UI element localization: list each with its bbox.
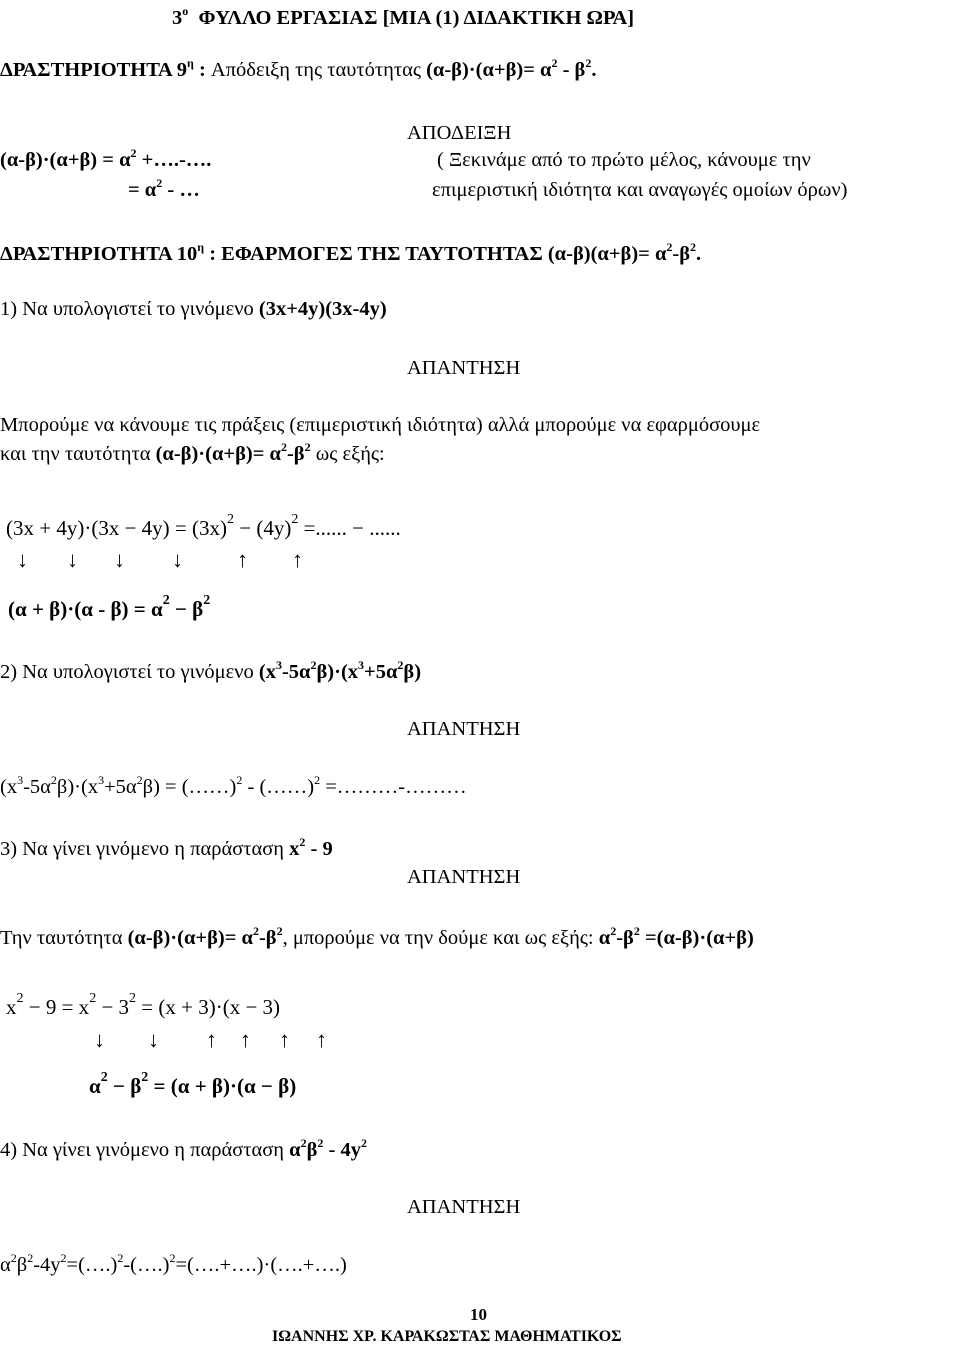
arrow-down-icon: ↓ [148,1027,159,1052]
q3-answer-heading: ΑΠΑΝΤΗΣΗ [407,866,521,888]
question-1: 1) Να υπολογιστεί το γινόμενο (3x+4y)(3x-4y) [0,298,387,320]
question-4: 4) Να γίνει γινόμενο η παράσταση $\alpha^2\beta^2 - 4y^2$ [0,1136,367,1161]
q4-answer-heading: ΑΠΑΝΤΗΣΗ [407,1196,521,1218]
q3-paragraph: Την ταυτότητα $(\alpha-\beta)\cdot(\alpha+\beta)= \alpha^2-\beta^2$, μπορούμε να την δούμε και ως εξής: $\alpha^2-\beta^2 =(\alpha-\beta)\cdot(\alpha+\beta)$ [0,924,754,949]
arrow-up-icon: ↑ [279,1027,290,1052]
proof-hint-line-1: ( Ξεκινάμε από το πρώτο μέλος, κάνουμε την [437,149,811,171]
arrow-down-icon: ↓ [17,547,28,572]
page-number: 10 [470,1305,487,1324]
proof-heading: ΑΠΟΔΕΙΞΗ [407,122,512,144]
arrow-up-icon: ↑ [316,1027,327,1052]
arrow-down-icon: ↓ [172,547,183,572]
q2-answer-heading: ΑΠΑΝΤΗΣΗ [407,718,521,740]
arrow-down-icon: ↓ [114,547,125,572]
q1-math-line: $(3x + 4y)\cdot(3x - 4y) = (3x)^2 - (4y)^2$ =...... − ...... [6,512,401,540]
q2-answer: $(x^3-5\alpha^2\beta)\cdot(x^3+5\alpha^2\beta)$ = (……)$^2$ - (……)$^2$ =………-……… [0,773,467,798]
proof-line-1: $(\alpha-\beta)\cdot(\alpha+\beta) = \alpha^2$ +….-…. [0,146,212,171]
arrow-up-icon: ↑ [240,1027,251,1052]
arrow-down-icon: ↓ [67,547,78,572]
sheet-title: $3^o$ ΦΥΛΛΟ ΕΡΓΑΣΙΑΣ [ΜΙΑ (1) ΔΙΔΑΚΤΙΚΗ ΩΡΑ] [172,4,635,29]
arrow-down-icon: ↓ [94,1027,105,1052]
q1-alpha-line: $(\alpha + \beta)\cdot(\alpha - \beta) = \alpha^2 - \beta^2$ [8,593,211,621]
arrow-up-icon: ↑ [292,547,303,572]
q4-answer: $\alpha^2\beta^2-4y^2=(\dots.)^2-(\dots.)^2=(\dots.+\dots.)\cdot(\dots.+\dots.)$ [0,1251,347,1276]
q3-alpha-line: $\alpha^2 - \beta^2 = (\alpha + \beta)\cdot(\alpha - \beta)$ [89,1070,297,1098]
proof-hint-line-2: επιμεριστική ιδιότητα και αναγωγές ομοίων όρων) [432,179,848,201]
arrow-up-icon: ↑ [237,547,248,572]
q1-answer-heading: ΑΠΑΝΤΗΣΗ [407,357,521,379]
q1-paragraph-line-2: και την ταυτότητα $(\alpha-\beta)\cdot(\alpha+\beta)= \alpha^2-\beta^2$ ως εξής: [0,440,385,465]
activity10-heading: ΔΡΑΣΤΗΡΙΟΤΗΤΑ $10^\eta$ : ΕΦΑΡΜΟΓΕΣ ΤΗΣ ΤΑΥΤΟΤΗΤΑΣ $(\alpha-\beta)(\alpha+\beta)= \alpha^2-\beta^2$. [0,240,702,265]
q3-math-line: $x^2 - 9 = x^2 - 3^2 = (x + 3)\cdot(x - 3)$ [6,991,281,1019]
activity9-heading: ΔΡΑΣΤΗΡΙΟΤΗΤΑ $9^\eta$ : Απόδειξη της ταυτότητας $(\alpha-\beta)\cdot(\alpha+\beta)= \alpha^2 - \beta^2$. [0,56,597,81]
question-2: 2) Να υπολογιστεί το γινόμενο $(x^3-5\alpha^2\beta)\cdot(x^3+5\alpha^2\beta)$ [0,658,422,683]
arrow-up-icon: ↑ [206,1027,217,1052]
question-3: 3) Να γίνει γινόμενο η παράσταση $x^2 - 9$ [0,835,333,860]
footer-author: ΙΩΑΝΝΗΣ ΧΡ. ΚΑΡΑΚΩΣΤΑΣ ΜΑΘΗΜΑΤΙΚΟΣ [272,1328,622,1345]
q1-paragraph-line-1: Μπορούμε να κάνουμε τις πράξεις (επιμεριστική ιδιότητα) αλλά μπορούμε να εφαρμόσουμε [0,414,761,436]
proof-line-2: = $\alpha^2$ - … [128,176,200,201]
